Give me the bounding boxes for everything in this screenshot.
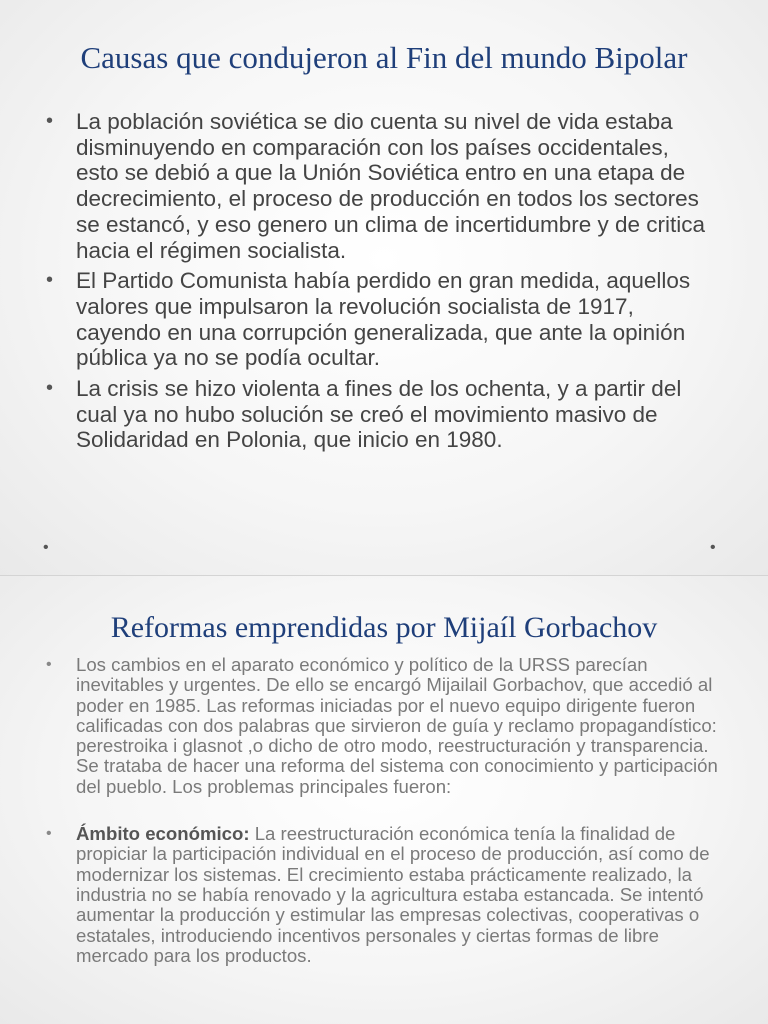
bullet-list <box>46 109 716 458</box>
bullet-item <box>46 376 716 453</box>
bullet-marker: • <box>46 656 52 673</box>
bullet-item <box>46 109 716 263</box>
bullet-lead: Ámbito económico: <box>76 823 250 845</box>
bullet-text: La reestructuración económica tenía la finalidad de propiciar la participación individual en el proceso de producción, así como de modernizar los sistemas. El crecimiento estaba prácticamente realizado, la industria no se había renovado y la agricultura estaba estancada. Se intentó aumentar la producción y estimular las empresas colectivas, cooperativas o estatales, introduciendo incentivos personales y ciertas formas de libre mercado para los productos. <box>76 823 710 966</box>
bullet-item <box>46 654 726 797</box>
bullet-item <box>46 268 716 371</box>
bullet-text: Los cambios en el aparato económico y político de la URSS parecían inevitables y urgentes. De ello se encargó Mijailail Gorbachov, que accedió al poder en 1985. Las reformas iniciadas por el nuevo equipo dirigente fueron calificadas con dos palabras que sirvieron de guía y reclamo propagandístico: perestroika i glasnot ,o dicho de otro modo, reestructuración y transparencia. Se trataba de hacer una reforma del sistema con conocimiento y participación del pueblo. Los problemas principales fueron: <box>76 654 718 797</box>
bullet-marker: • <box>46 110 54 132</box>
slide-title: Reformas emprendidas por Mijaíl Gorbachov <box>110 611 658 644</box>
bullet-text: La población soviética se dio cuenta su nivel de vida estaba disminuyendo en comparación con los países occidentales, esto se debió a que la Unión Soviética entro en una etapa de decrecimiento, el proceso de producción en todos los sectores se estancó, y eso genero un clima de incertidumbre y de critica hacia el régimen socialista. <box>76 109 706 263</box>
bullet-text: El Partido Comunista había perdido en gran medida, aquellos valores que impulsaron la revolución socialista de 1917, cayendo en una corrupción generalizada, que ante la opinión pública ya no se podía ocultar. <box>76 268 691 371</box>
bullet-item <box>46 823 726 966</box>
bullet-marker: • <box>46 377 54 400</box>
empty-bullet-marker: • <box>43 539 49 556</box>
bullet-marker: • <box>46 269 54 292</box>
slide-title: Causas que condujeron al Fin del mundo Bipolar <box>80 40 688 75</box>
bullet-marker: • <box>46 825 52 843</box>
bullet-list <box>46 654 726 993</box>
bullet-text: La crisis se hizo violenta a fines de los ochenta, y a partir del cual ya no hubo solución se creó el movimiento masivo de Solidaridad en Polonia, que inicio en 1980. <box>76 376 682 453</box>
empty-bullet-marker: • <box>710 539 716 556</box>
